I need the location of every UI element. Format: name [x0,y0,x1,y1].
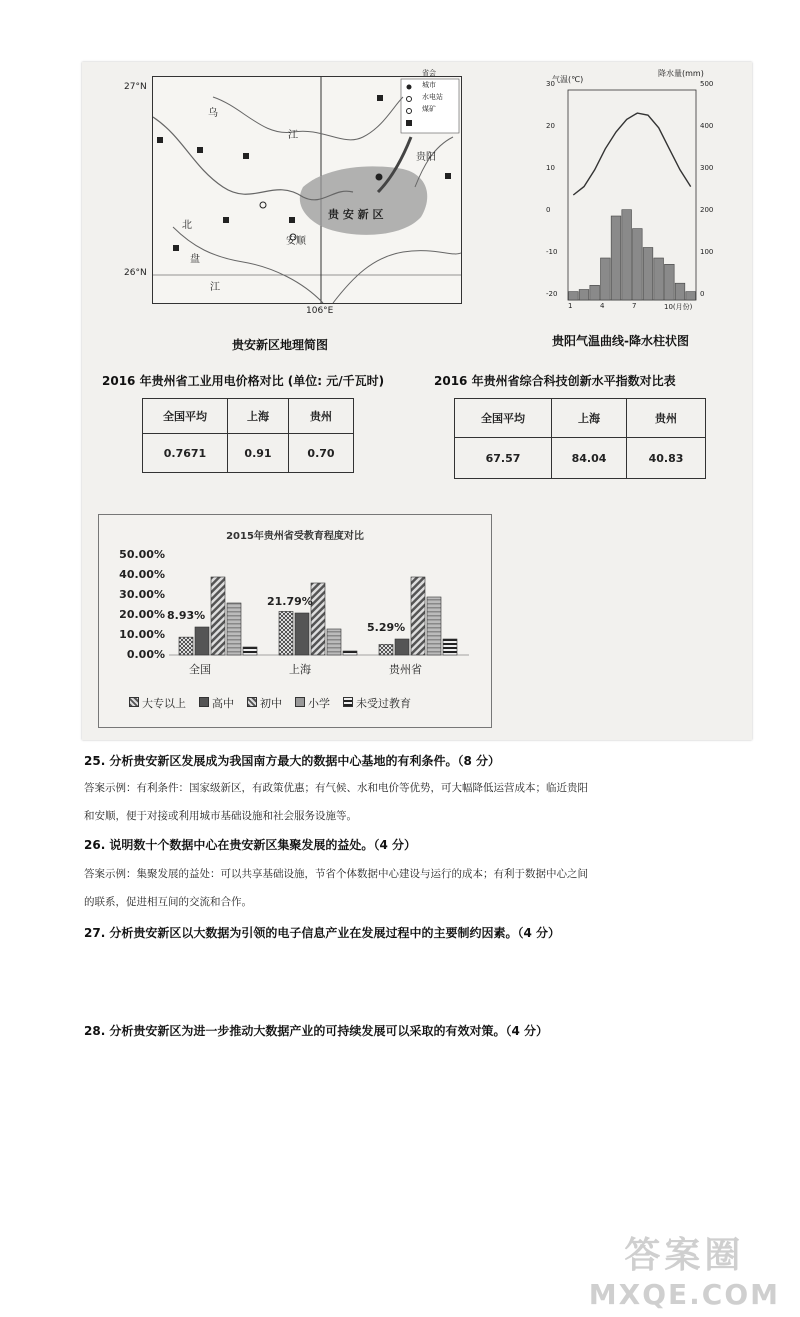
education-y-tick: 0.00% [126,648,165,661]
watermark-top: 答案圈 [624,1235,745,1276]
place-jiang2: 江 [210,282,220,293]
place-bei: 北 [182,220,192,231]
precip-bar [601,258,611,300]
answer-25-line2: 和安顺，便于对接或利用城市基础设施和社会服务设施等。 [84,810,357,822]
lat-bottom-label: 26°N [124,268,147,278]
price-header: 全国平均 [143,399,228,434]
place-guiyang: 贵阳 [416,152,436,163]
lat-top-label: 27°N [124,82,147,92]
question-28: 28. 分析贵安新区为进一步推动大数据产业的可持续发展可以采取的有效对策。（4 分） [84,1024,548,1038]
education-category-label: 贵州省 [389,663,422,676]
legend-capital-symbol [407,85,412,90]
education-y-tick: 20.00% [119,608,165,621]
place-pan: 盘 [190,254,200,265]
legend-label: 大专以上 [142,697,186,710]
innovation-table [454,398,706,479]
figure-photo [82,62,752,740]
education-legend-item [247,695,282,711]
precip-bar [633,229,643,300]
legend-label: 未受过教育 [356,697,411,710]
legend-swatch [247,697,257,707]
coal-mine-marker [289,217,295,223]
climate-title: 贵阳气温曲线-降水柱状图 [552,334,689,348]
river-south [333,251,461,303]
precip-bar [611,216,621,300]
precip-bar [579,290,589,301]
education-legend [129,695,479,711]
question-27: 27. 分析贵安新区以大数据为引领的电子信息产业在发展过程中的主要制约因素。（4 分） [84,926,560,940]
education-data-label: 8.93% [167,609,206,622]
precip-axis-label: 降水量(mm) [658,69,704,78]
question-25: 25. 分析贵安新区发展成为我国南方最大的数据中心基地的有利条件。（8 分） [84,754,500,768]
place-anshun: 安顺 [286,236,306,247]
legend-swatch [343,697,353,707]
education-legend-item [129,695,186,711]
price-value: 0.7671 [143,434,228,473]
month-tick-label: 4 [600,302,605,310]
coal-mine-marker [157,137,163,143]
temperature-curve [573,113,690,195]
month-tick-label: 10(月份) [664,303,693,311]
price-value: 0.70 [289,434,354,473]
price-value: 0.91 [228,434,289,473]
precip-bar [590,285,600,300]
precip-bar [643,248,653,301]
precip-bar [654,258,664,300]
watermark [589,1227,780,1311]
legend-swatch [199,697,209,707]
precip-bar [686,292,696,300]
education-category-label: 全国 [189,663,211,676]
temp-ticks [546,80,570,304]
education-y-ticks [109,548,165,661]
education-data-label: 21.79% [267,595,313,608]
education-legend-item [295,695,330,711]
answer-26-line2: 的联系，促进相互间的交流和合作。 [84,896,252,908]
legend-label: 高中 [212,697,234,710]
guian-new-area-region [300,166,427,235]
place-wu: 乌 [208,108,218,119]
month-ticks [568,302,698,314]
legend-coal-symbol [406,120,412,126]
coal-mine-marker [445,173,451,179]
legend-label: 煤矿 [422,105,436,113]
place-new-area: 贵 安 新 区 [328,208,384,221]
coal-mine-marker [173,245,179,251]
coal-mine-marker [243,153,249,159]
education-category-label: 上海 [289,663,311,676]
map-svg [153,77,461,303]
education-y-tick: 50.00% [119,548,165,561]
price-header: 贵州 [289,399,354,434]
precip-tick-label: 300 [700,164,714,172]
innovation-header: 上海 [552,399,627,438]
coal-mine-marker [197,147,203,153]
innovation-value: 67.57 [455,438,552,479]
river-north [213,97,403,140]
legend-label: 省会 [422,69,436,77]
temp-tick-label: 0 [546,206,551,214]
temp-tick-label: -20 [546,290,558,298]
answer-26-line1: 答案示例：集聚发展的益处：可以共享基础设施，节省个体数据中心建设与运行的成本；有利于数据中心之间 [84,868,588,880]
innovation-value: 84.04 [552,438,627,479]
education-categories [169,661,469,677]
temp-tick-label: 20 [546,122,555,130]
price-header: 上海 [228,399,289,434]
precip-tick-label: 0 [700,290,705,298]
month-tick-label: 1 [568,302,573,310]
legend-label: 小学 [308,697,330,710]
innovation-header: 贵州 [627,399,706,438]
question-26: 26. 说明数十个数据中心在贵安新区集聚发展的益处。（4 分） [84,838,416,852]
precip-tick-label: 200 [700,206,714,214]
month-tick-label: 7 [632,302,637,310]
temp-tick-label: 30 [546,80,555,88]
education-y-tick: 30.00% [119,588,165,601]
precip-bar [622,210,632,300]
coal-mine-marker [377,95,383,101]
precip-tick-label: 500 [700,80,714,88]
innovation-table-title: 2016 年贵州省综合科技创新水平指数对比表 [434,374,676,388]
legend-swatch [295,697,305,707]
coal-mine-marker [223,217,229,223]
education-legend-item [343,695,411,711]
price-table-title: 2016 年贵州省工业用电价格对比 (单位: 元/千瓦时) [102,374,385,388]
price-table [142,398,354,473]
geo-map [152,76,462,304]
legend-swatch [129,697,139,707]
climate-plot-frame [568,90,696,300]
watermark-bottom: MXQE.COM [588,1278,780,1311]
place-jiang: 江 [288,130,298,141]
education-legend-item [199,695,234,711]
education-chart-title: 2015年贵州省受教育程度对比 [226,531,364,542]
education-y-tick: 40.00% [119,568,165,581]
education-y-tick: 10.00% [119,628,165,641]
education-data-label: 5.29% [367,621,406,634]
temp-tick-label: -10 [546,248,558,256]
precip-bar [665,264,675,300]
precip-tick-label: 100 [700,248,714,256]
education-chart-box [98,514,492,728]
legend-label: 初中 [260,697,282,710]
capital-marker [376,174,383,181]
temp-tick-label: 10 [546,164,555,172]
map-title: 贵安新区地理简图 [232,338,329,352]
temp-axis-label: 气温(℃) [552,75,584,84]
legend-label: 水电站 [422,93,443,101]
city-marker [260,202,266,208]
precip-bars [569,210,696,300]
precip-ticks [700,80,730,304]
precip-bar [675,283,685,300]
legend-label: 城市 [422,81,436,89]
innovation-value: 40.83 [627,438,706,479]
innovation-header: 全国平均 [455,399,552,438]
answer-25-line1: 答案示例：有利条件：国家级新区，有政策优惠；有气候、水和电价等优势，可大幅降低运营成本；临近贵阳 [84,782,588,794]
precip-tick-label: 400 [700,122,714,130]
legend-hydro-symbol [407,109,412,114]
education-data-labels [169,555,469,665]
lon-label: 106°E [306,306,334,316]
